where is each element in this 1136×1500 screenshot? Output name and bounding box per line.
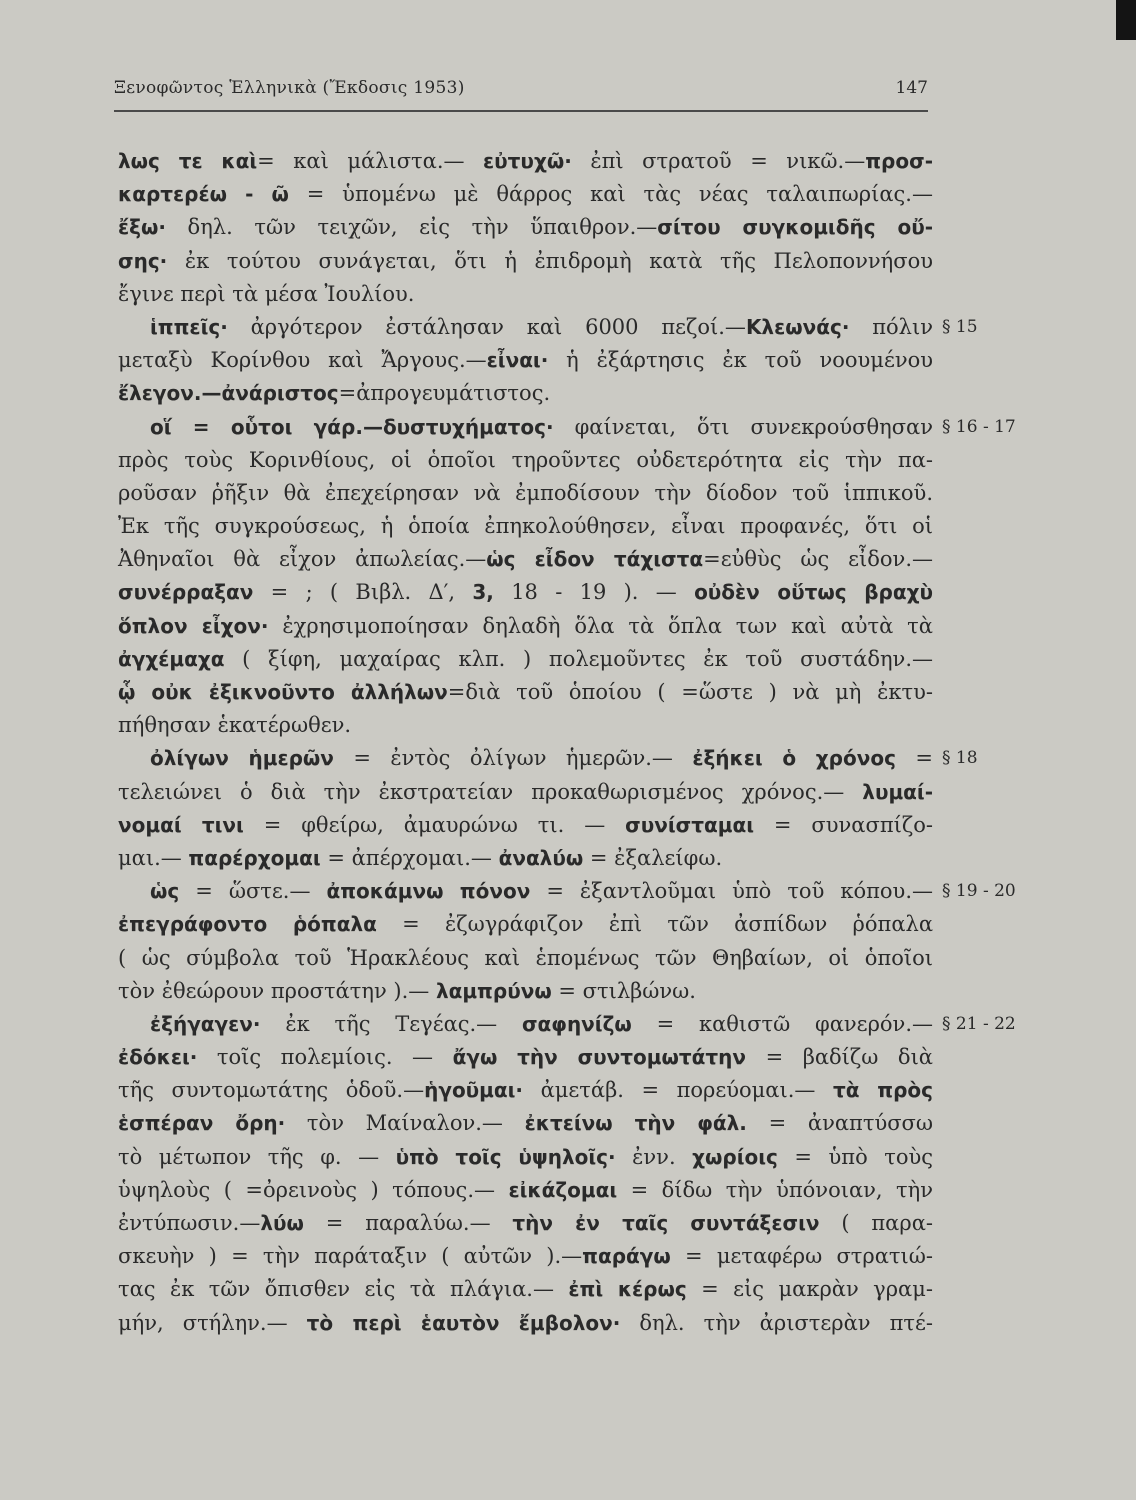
gloss-text: ἀμετάβ. = πορεύομαι.— [523, 1078, 833, 1103]
gloss-text: = συνασπίζο- [754, 812, 933, 837]
lemma-term: ὑπὸ τοῖς ὑψηλοῖς· [395, 1144, 616, 1169]
section-marker: § 18 [942, 748, 978, 769]
gloss-text: τὸ μέτωπον τῆς φ. — [118, 1144, 396, 1169]
gloss-text: Ἀθηναῖοι θὰ εἶχον ἀπωλείας.— [118, 547, 487, 572]
text-line [118, 1174, 933, 1207]
gloss-text: πόλιν [849, 314, 933, 339]
lemma-term: ἐπὶ κέρως [568, 1277, 687, 1302]
gloss-text: ἐνν. [615, 1144, 693, 1169]
text-line [118, 377, 933, 410]
text-line [118, 178, 933, 211]
lemma-term: ἀποκάμνω πόνον [326, 879, 531, 904]
text-line [118, 1273, 933, 1306]
gloss-text: = δίδω τὴν ὑπόνοιαν, τὴν [617, 1177, 933, 1202]
lemma-term: ἀναλύω [498, 845, 584, 870]
text-line [118, 145, 933, 178]
lemma-term: ἐξήγαγεν· [150, 1011, 261, 1036]
gloss-text: τῆς συντομωτάτης ὁδοῦ.— [118, 1078, 425, 1103]
lemma-term: προσ- [865, 149, 933, 173]
gloss-text: ἀργότερον ἐστάλησαν καὶ 6000 πεζοί.— [227, 314, 746, 339]
lemma-term: 3, [472, 580, 494, 605]
running-title: Ξενοφῶντος Ἑλληνικὰ (Ἔκδοσις 1953) [114, 78, 465, 98]
text-line [118, 1207, 933, 1240]
lemma-term: οὐδὲν οὕτως βραχὺ [694, 580, 933, 605]
text-line [118, 1107, 933, 1140]
gloss-text: τοῖς πολεμίοις. — [197, 1045, 453, 1070]
text-line [118, 875, 1016, 908]
text-line [118, 643, 933, 676]
lemma-term: ἄγω τὴν συντομωτάτην [452, 1045, 747, 1070]
lemma-term: ἑσπέραν ὄρη· [118, 1111, 286, 1136]
gloss-text: δηλ. τῶν τειχῶν, εἰς τὴν ὕπαιθρον.— [165, 215, 658, 240]
gloss-text: = ἐντὸς ὀλίγων ἡμερῶν.— [333, 746, 693, 771]
lemma-term: λως τε καὶ [118, 149, 258, 173]
text-line [118, 245, 933, 278]
text-line [118, 1240, 933, 1273]
text-line [118, 510, 933, 543]
lemma-term: ἔξω· [118, 215, 166, 240]
page-number: 147 [895, 78, 928, 98]
gloss-text: μήν, στήλην.— [118, 1310, 307, 1335]
text-line [118, 1008, 1016, 1041]
lemma-term: νομαί τινι [118, 812, 244, 837]
gloss-text: ( παρα- [819, 1211, 933, 1235]
lemma-term: ἐκτείνω τὴν φάλ. [524, 1111, 747, 1136]
lemma-term: σίτου συγκομιδῆς οὔ- [657, 215, 933, 240]
gloss-text: = φθείρω, ἀμαυρώνω τι. — [243, 812, 626, 837]
section-marker: § 15 [942, 316, 978, 337]
text-line [118, 477, 933, 510]
gloss-text: =διὰ τοῦ ὁποίου ( =ὥστε ) νὰ μὴ ἐκτυ- [447, 680, 933, 704]
lemma-term: παρέρχομαι [188, 845, 321, 870]
gloss-text: πρὸς τοὺς Κορινθίους, οἱ ὁποῖοι τηροῦντες οὐδετερότητα εἰς τὴν πα- [118, 447, 933, 472]
lemma-term: παράγω [582, 1244, 671, 1269]
gloss-text: μεταξὺ Κορίνθου καὶ Ἄργους.— [118, 348, 487, 373]
gloss-text: φαίνεται, ὅτι συνεκρούσθησαν [553, 414, 933, 439]
gloss-text: = ἐξαλείφω. [583, 845, 723, 870]
lemma-term: σης· [118, 248, 168, 273]
gloss-text: ( ξίφη, μαχαίρας κλπ. ) πολεμοῦντες ἐκ τοῦ συστάδην.— [224, 646, 933, 671]
text-line [118, 742, 978, 775]
lemma-term: εἰκάζομαι [508, 1177, 618, 1202]
text-line [118, 543, 933, 576]
lemma-term: τὰ πρὸς [832, 1078, 934, 1103]
lemma-term: ἱππεῖς· [150, 314, 228, 339]
gloss-text: ροῦσαν ῥῆξιν θὰ ἐπεχείρησαν νὰ ἐμποδίσουν τὴν δίοδον τοῦ ἱππικοῦ. [118, 480, 933, 505]
text-line [118, 776, 933, 809]
lemma-term: ἐπεγράφοντο ῥόπαλα [118, 912, 377, 937]
gloss-text: ἐπὶ στρατοῦ = νικῶ.— [571, 149, 866, 173]
gloss-text: τας ἐκ τῶν ὄπισθεν εἰς τὰ πλάγια.— [118, 1277, 569, 1302]
gloss-text: = ἐξαντλοῦμαι ὑπὸ τοῦ κόπου.— [530, 879, 933, 904]
text-line [118, 975, 933, 1008]
gloss-text: =εὐθὺς ὡς εἶδον.— [703, 547, 933, 572]
lemma-term: σαφηνίζω [521, 1011, 632, 1036]
lemma-term: ἀγχέμαχα [118, 646, 225, 671]
gloss-text: ὑψηλοὺς ( =ὀρεινοὺς ) τόπους.— [118, 1177, 509, 1202]
lemma-term: λαμπρύνω [435, 978, 552, 1003]
gloss-text: τὸν ἐθεώρουν προστάτην ).— [118, 978, 436, 1003]
text-line [118, 1074, 933, 1107]
text-line [118, 942, 933, 975]
gloss-text: =ἀπρογευμάτιστος. [338, 381, 551, 406]
commentary-text [118, 145, 1016, 1340]
gloss-text: σκευὴν ) = τὴν παράταξιν ( αὐτῶν ).— [118, 1244, 583, 1269]
gloss-text: = εἰς μακρὰν γραμ- [686, 1277, 933, 1302]
text-line [118, 1307, 933, 1340]
lemma-term: λύω [260, 1211, 304, 1235]
lemma-term: ἐξήκει ὁ χρόνος [692, 746, 896, 771]
text-line [118, 444, 933, 477]
text-line [118, 809, 933, 842]
gloss-text: = βαδίζω διὰ [746, 1045, 933, 1070]
text-line [118, 676, 933, 709]
gloss-text: = ἐζωγράφιζον ἐπὶ τῶν ἀσπίδων ῥόπαλα [376, 912, 933, 937]
gloss-text: = ὥστε.— [179, 879, 327, 904]
lemma-term: ὀλίγων ἡμερῶν [150, 746, 334, 771]
lemma-term: λυμαί- [862, 779, 933, 804]
gloss-text: = ὑπομένω μὲ θάρρος καὶ τὰς νέας ταλαιπωρίας.— [288, 182, 933, 207]
text-line [118, 411, 1016, 444]
gloss-text: = μεταφέρω στρατιώ- [670, 1244, 933, 1269]
gloss-text: Ἐκ τῆς συγκρούσεως, ἡ ὁποία ἐπηκολούθησεν, εἶναι προφανές, ὅτι οἱ [118, 514, 933, 539]
gloss-text: = ; ( Βιβλ. Δ′, [253, 580, 473, 605]
gloss-text: = καὶ μάλιστα.— [257, 149, 484, 173]
gloss-text: ἐντύπωσιν.— [118, 1211, 261, 1235]
text-line [118, 709, 933, 742]
gloss-text: = στιλβώνω. [551, 978, 696, 1003]
gloss-text: 18 - 19 ). — [493, 580, 695, 605]
text-line [118, 610, 933, 643]
gloss-text: δηλ. τὴν ἀριστερὰν πτέ- [620, 1310, 934, 1335]
gloss-text: μαι.— [118, 845, 189, 870]
gloss-text: ἐχρησιμοποίησαν δηλαδὴ ὅλα τὰ ὅπλα των καὶ αὐτὰ τὰ [268, 613, 933, 638]
text-line [118, 908, 933, 941]
gloss-text: = ἀπέρχομαι.— [320, 845, 499, 870]
gloss-text: = ἀναπτύσσω [746, 1111, 934, 1136]
gloss-text: τὸν Μαίναλον.— [285, 1111, 525, 1136]
gloss-text: ἔγινε περὶ τὰ μέσα Ἰουλίου. [118, 281, 415, 306]
text-line [118, 211, 933, 244]
gloss-text: ἡ ἐξάρτησις ἐκ τοῦ νοουμένου [548, 348, 933, 373]
lemma-term: εἶναι· [486, 348, 549, 373]
text-line [118, 1141, 933, 1174]
section-marker: § 16 - 17 [942, 416, 1016, 437]
gloss-text: ἐκ τῆς Τεγέας.— [260, 1011, 522, 1036]
running-header [114, 78, 928, 112]
gloss-text: = παραλύω.— [303, 1211, 513, 1235]
gloss-text: τελειώνει ὁ διὰ τὴν ἐκστρατείαν προκαθωρισμένος χρόνος.— [118, 779, 863, 804]
gloss-text: ἐκ τούτου συνάγεται, ὅτι ἡ ἐπιδρομὴ κατὰ τῆς Πελοποννήσου [167, 248, 933, 273]
gloss-text: ( ὡς σύμβολα τοῦ Ἡρακλέους καὶ ἑπομένως τῶν Θηβαίων, οἱ ὁποῖοι [118, 945, 933, 970]
text-line [118, 344, 933, 377]
text-line [118, 311, 978, 344]
lemma-term: χωρίοις [692, 1144, 778, 1169]
gloss-text: = [895, 746, 933, 771]
text-line [118, 576, 933, 609]
lemma-term: συνίσταμαι [625, 812, 754, 837]
lemma-term: οἵ = οὗτοι γάρ.—δυστυχήματος· [150, 414, 554, 439]
lemma-term: καρτερέω - ῶ [118, 182, 289, 207]
lemma-term: ᾧ οὐκ ἐξικνοῦντο ἀλλήλων [118, 680, 448, 704]
gloss-text: = ὑπὸ τοὺς [777, 1144, 933, 1169]
lemma-term: ἔλεγον.—ἀνάριστος [118, 381, 339, 406]
text-line [118, 278, 933, 311]
gloss-text: πήθησαν ἑκατέρωθεν. [118, 713, 352, 738]
text-line [118, 1041, 933, 1074]
lemma-term: ἐδόκει· [118, 1045, 198, 1070]
section-marker: § 21 - 22 [942, 1013, 1016, 1034]
scan-edge-mark [1116, 0, 1136, 40]
lemma-term: εὐτυχῶ· [483, 149, 572, 173]
section-marker: § 19 - 20 [942, 881, 1016, 902]
gloss-text: = καθιστῶ φανερόν.— [631, 1011, 933, 1036]
lemma-term: ὡς [150, 879, 180, 904]
lemma-term: τὴν ἐν ταῖς συντάξεσιν [512, 1211, 820, 1235]
lemma-term: συνέρραξαν [118, 580, 254, 605]
lemma-term: ὅπλον εἶχον· [118, 613, 269, 638]
lemma-term: ὡς εἶδον τάχιστα [486, 547, 704, 572]
text-line [118, 842, 933, 875]
lemma-term: Κλεωνάς· [745, 314, 850, 339]
lemma-term: ἡγοῦμαι· [424, 1078, 524, 1103]
lemma-term: τὸ περὶ ἑαυτὸν ἔμβολον· [306, 1310, 621, 1335]
